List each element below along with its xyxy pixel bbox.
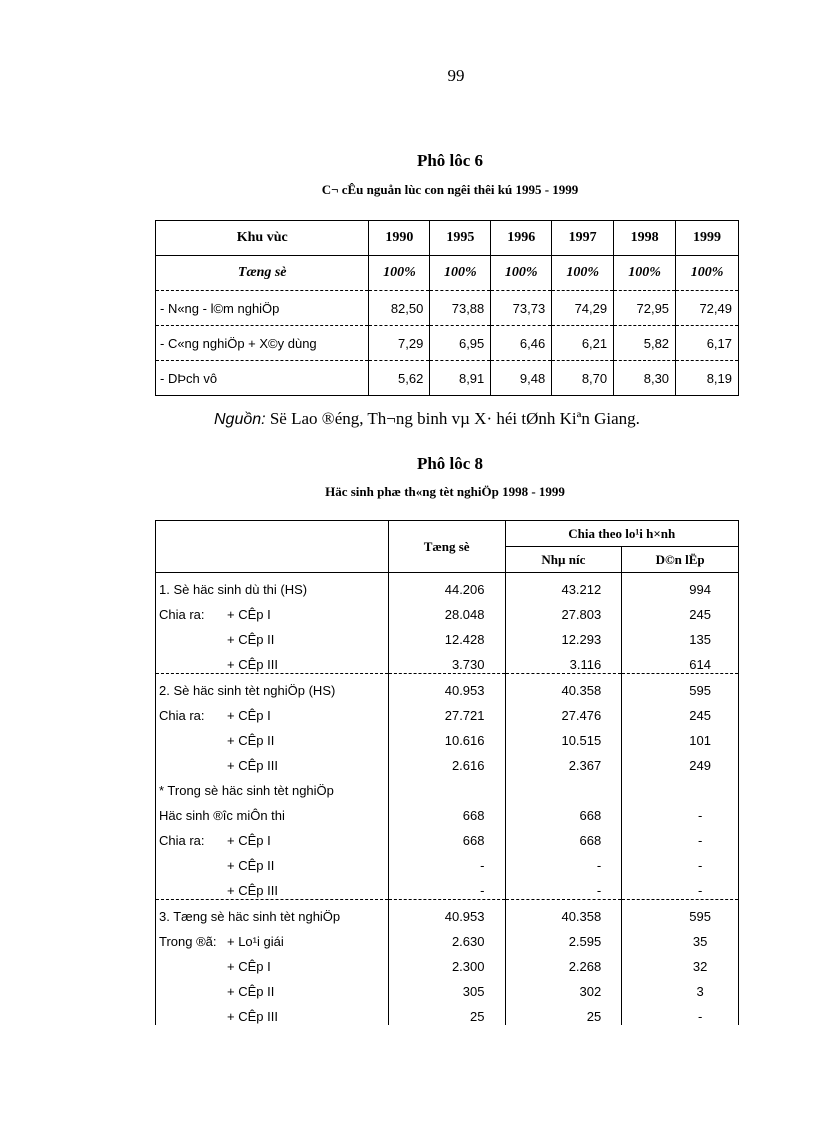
- cell-a: 2.367: [505, 749, 622, 774]
- cell-b: 595: [622, 900, 739, 926]
- total-cell: 100%: [369, 256, 430, 291]
- table-row: [156, 874, 739, 900]
- cell-b: 101: [622, 724, 739, 749]
- row-label: Häc sinh ®îc miÔn thi: [159, 808, 285, 823]
- table-row: [156, 724, 739, 749]
- row-label: + CÊp II: [227, 858, 275, 873]
- data-cell: 8,91: [430, 361, 491, 396]
- data-row: [156, 291, 739, 326]
- cell-total: 668: [388, 824, 505, 849]
- header-row: [156, 221, 739, 256]
- table-row: [156, 699, 739, 724]
- cell-a: 25: [505, 1000, 622, 1025]
- data-row: [156, 361, 739, 396]
- data-cell: 7,29: [369, 326, 430, 361]
- data-cell: 72,95: [614, 291, 676, 326]
- row-label: 1. Sè häc sinh dù thi (HS): [159, 582, 308, 597]
- cell-b: 595: [622, 674, 739, 700]
- data-cell: - DÞch vô: [160, 370, 218, 386]
- cell-total: 25: [388, 1000, 505, 1025]
- table-row: [156, 648, 739, 674]
- cell-b: -: [622, 824, 739, 849]
- header-cell: Khu vùc: [156, 221, 369, 256]
- row-prefix: Chia ra:: [159, 708, 205, 723]
- header-cell: 1990: [369, 221, 430, 256]
- data-cell: 73,73: [491, 291, 552, 326]
- cell-total: 305: [388, 975, 505, 1000]
- table-row: [156, 749, 739, 774]
- table-row: [156, 950, 739, 975]
- cell-a: 3.116: [505, 648, 622, 674]
- row-label: + CÊp I: [227, 959, 271, 974]
- cell-a: 10.515: [505, 724, 622, 749]
- table-row: [156, 774, 739, 799]
- cell-b: 245: [622, 598, 739, 623]
- table-row: [156, 623, 739, 648]
- graduates-table: [155, 520, 739, 1025]
- cell-total: 10.616: [388, 724, 505, 749]
- cell-b: 3: [622, 975, 739, 1000]
- row-label: Chia ra: + CÊp I: [159, 833, 271, 848]
- cell-b: -: [622, 874, 739, 900]
- cell-total: 44.206: [388, 573, 505, 599]
- table-row: [156, 1000, 739, 1025]
- total-cell: 100%: [676, 256, 739, 291]
- header-cell: 1999: [676, 221, 739, 256]
- cell-a: 668: [505, 799, 622, 824]
- row-label: Chia ra: + CÊp I: [159, 607, 271, 622]
- row-label: + CÊp III: [156, 874, 389, 900]
- cell-b: 35: [622, 925, 739, 950]
- table-row: [156, 824, 739, 849]
- header-state: Nhµ níc: [505, 547, 622, 573]
- data-cell: 8,70: [552, 361, 614, 396]
- cell-total: 28.048: [388, 598, 505, 623]
- table-row: [156, 573, 739, 599]
- table-row: [156, 674, 739, 700]
- data-cell: 73,88: [430, 291, 491, 326]
- header-blank-cell: [156, 521, 389, 573]
- table-row: [156, 799, 739, 824]
- cell-total: -: [388, 874, 505, 900]
- row-label: + CÊp II: [227, 984, 275, 999]
- data-cell: 6,17: [676, 326, 739, 361]
- data-cell: 82,50: [369, 291, 430, 326]
- header-row: [156, 521, 739, 547]
- total-cell: 100%: [614, 256, 676, 291]
- header-cell: 1995: [430, 221, 491, 256]
- data-cell: 5,82: [614, 326, 676, 361]
- cell-b: 135: [622, 623, 739, 648]
- data-cell: 6,46: [491, 326, 552, 361]
- cell-b: 614: [622, 648, 739, 674]
- cell-total: 3.730: [388, 648, 505, 674]
- header-cell: 1996: [491, 221, 552, 256]
- appendix-6-title: Phô lôc 6: [416, 151, 484, 170]
- source-label: Nguồn:: [214, 411, 266, 428]
- labor-structure-table: [155, 220, 739, 396]
- data-cell: - C«ng nghiÖp + X©y dùng: [156, 326, 369, 361]
- row-label: 3. Tæng sè häc sinh tèt nghiÖp: [159, 909, 341, 924]
- data-cell: 5,62: [369, 361, 430, 396]
- cell-total: -: [388, 849, 505, 874]
- cell-b: 245: [622, 699, 739, 724]
- cell-total: 2.300: [388, 950, 505, 975]
- row-label: * Trong sè häc sinh tèt nghiÖp: [159, 783, 334, 798]
- row-prefix: Chia ra:: [159, 833, 205, 848]
- data-cell: 72,49: [676, 291, 739, 326]
- cell-a: -: [505, 874, 622, 900]
- cell-a: 27.476: [505, 699, 622, 724]
- data-cell: 8,30: [614, 361, 676, 396]
- cell-total: 2.616: [388, 749, 505, 774]
- row-label: 2. Sè häc sinh tèt nghiÖp (HS): [159, 683, 336, 698]
- data-cell: 6,95: [430, 326, 491, 361]
- data-row: [156, 326, 739, 361]
- cell-a: 40.358: [505, 900, 622, 926]
- source-text: Së Lao ®éng, Th¬ng binh vµ X· héi tØnh Kiªn Giang.: [265, 409, 640, 428]
- table-row: [156, 925, 739, 950]
- table-row: [156, 900, 739, 926]
- header-total: Tæng sè: [388, 521, 505, 573]
- cell-a: 40.358: [505, 674, 622, 700]
- data-cell: - N«ng - l©m nghiÖp: [156, 291, 369, 326]
- cell-a: 27.803: [505, 598, 622, 623]
- cell-b: -: [622, 799, 739, 824]
- cell-total: 12.428: [388, 623, 505, 648]
- appendix-6-subtitle: C¬ cÊu nguån lùc con ngêi thêi kú 1995 - 1999: [321, 182, 579, 197]
- cell-a: -: [505, 849, 622, 874]
- source-note: [214, 409, 640, 429]
- cell-total: 2.630: [388, 925, 505, 950]
- cell-a: 12.293: [505, 623, 622, 648]
- total-cell: 100%: [430, 256, 491, 291]
- data-cell: 8,19: [676, 361, 739, 396]
- cell-total: [388, 774, 505, 799]
- row-label: + CÊp III: [227, 1009, 278, 1024]
- cell-b: 249: [622, 749, 739, 774]
- cell-b: -: [622, 1000, 739, 1025]
- table-row: [156, 975, 739, 1000]
- cell-b: [622, 774, 739, 799]
- row-prefix: Chia ra:: [159, 607, 205, 622]
- data-cell: 74,29: [552, 291, 614, 326]
- total-cell: 100%: [491, 256, 552, 291]
- header-group: Chia theo lo¹i h×nh: [505, 521, 739, 547]
- table-row: [156, 849, 739, 874]
- appendix-8-subtitle: Häc sinh phæ th«ng tèt nghiÖp 1998 - 1999: [325, 484, 565, 499]
- header-cell: 1997: [552, 221, 614, 256]
- total-row: [156, 256, 739, 291]
- total-cell: 100%: [552, 256, 614, 291]
- row-label: Trong ®ã: + Lo¹i giái: [159, 934, 284, 949]
- cell-total: 40.953: [388, 900, 505, 926]
- header-cell: 1998: [614, 221, 676, 256]
- cell-total: 668: [388, 799, 505, 824]
- page-number: 99: [447, 66, 465, 85]
- row-label: + CÊp III: [156, 648, 389, 674]
- data-cell: 6,21: [552, 326, 614, 361]
- cell-total: 40.953: [388, 674, 505, 700]
- cell-a: 2.268: [505, 950, 622, 975]
- row-label: + CÊp II: [227, 733, 275, 748]
- cell-b: 994: [622, 573, 739, 599]
- table-row: [156, 598, 739, 623]
- cell-total: 27.721: [388, 699, 505, 724]
- header-private: D©n lËp: [622, 547, 739, 573]
- cell-a: 302: [505, 975, 622, 1000]
- cell-b: -: [622, 849, 739, 874]
- total-cell: Tæng sè: [156, 256, 369, 291]
- appendix-8-title: Phô lôc 8: [416, 454, 484, 473]
- row-prefix: Trong ®ã:: [159, 934, 217, 949]
- cell-b: 32: [622, 950, 739, 975]
- data-cell: 9,48: [491, 361, 552, 396]
- cell-a: 2.595: [505, 925, 622, 950]
- row-label: + CÊp III: [227, 758, 278, 773]
- cell-a: [505, 774, 622, 799]
- row-label: Chia ra: + CÊp I: [159, 708, 271, 723]
- row-label: + CÊp II: [227, 632, 275, 647]
- cell-a: 43.212: [505, 573, 622, 599]
- cell-a: 668: [505, 824, 622, 849]
